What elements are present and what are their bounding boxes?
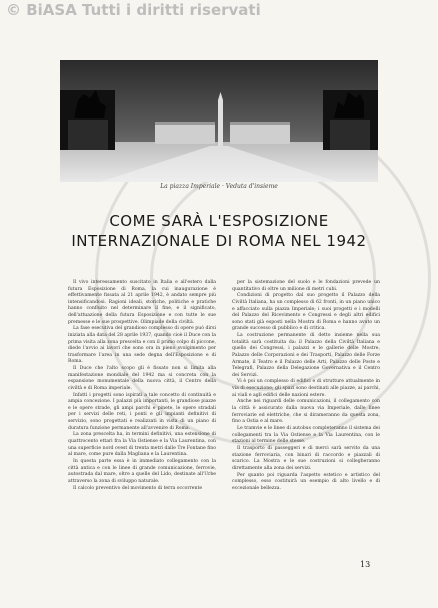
paragraph: Condizioni di progetto dal suo progetto il Palazzo della Civiltà Italiana, ha un complesso di 62 fronti, in un piano unico e affacciato sulla piazza Imperiale; i suoi progetti e i modelli del Palazzo del Ricevimento e Congressi e degli altri edifici sono stati già esposti nella Mostra di Roma e hanno avuto un grande successo di pubblico e di critica. bbox=[232, 293, 380, 332]
paragraph: Le tramvie e le linee di autobus completeranno il sistema dei collegamenti tra la Via Ostiense e la Via Laurentina, con le stazioni al termine delle stesse. bbox=[232, 426, 380, 445]
exhibition-photo bbox=[60, 60, 378, 182]
paragraph: Anche nei riguardi delle comunicazioni, il collegamento con la città è assicurato dalla nuova via Imperiale, dalle linee ferroviarie ed elettriche, che si dirameranno da questa zona, fino a Ostia e al mare. bbox=[232, 399, 380, 425]
piazza-imperiale-photo bbox=[60, 60, 378, 182]
article-title-line-1: COME SARÀ L'ESPOSIZIONE bbox=[109, 212, 329, 230]
paragraph: In questa parte essa è in immediato collegamento con la città antica e con le linee di grande comunicazione, ferrovie, autostrada dal mare, oltre a quelle del Lido, destinate all'Urbe attraverso la zona di sviluppo naturale. bbox=[68, 458, 216, 484]
article-column-right bbox=[232, 280, 380, 493]
paragraph: Vi è poi un complesso di edifici e di strutture attualmente in via di esecuzione; gli spazi sono destinati alle piazze, ai parchi, ai viali e agli edifici delle nazioni estere. bbox=[232, 379, 380, 398]
paragraph: Per quanto poi riguarda l'aspetto estetico e artistico del complesso, esso costituirà un esempio di alto livello e di eccezionale bellezza. bbox=[232, 472, 380, 491]
paragraph: Il trasporto di passeggeri e di merci sarà servito da una stazione ferroviaria, con binari di raccordo e piazzali di scarico. La Mostra e le sue costruzioni si collegheranno direttamente alla zona dei servizi. bbox=[232, 445, 380, 471]
copyright-watermark: © BiASA Tutti i diritti riservati bbox=[6, 1, 261, 19]
page-number: 13 bbox=[360, 560, 371, 569]
paragraph: Infatti i progetti sono ispirati a tale concetto di continuità e ampia concezione. I palazzi più importanti, le grandiose piazze e le opere strade, gli ampi parchi e pinete, le opere stradali per i servizi delle reti, i ponti e gli impianti definitivi di servizio, sono progettati e realizzati in vista di un piano di duratura funzione permanente all'avvenire di Roma. bbox=[68, 392, 216, 431]
paragraph: La fase esecutiva del grandioso complesso di opere può dirsi iniziata alla data del 28 aprile 1937, quando cioè il Duce con la prima visita alla zona prescelta e con il primo colpo di piccone, diede l'avvio ai lavori che sono ora in pieno svolgimento per trasformare l'area in una sede degna dell'Esposizione e di Roma. bbox=[68, 326, 216, 365]
paragraph: Il vivo interessamento suscitato in Italia e all'estero dalla futura Esposizione di Roma, la cui inaugurazione è effettivamente fissata al 21 aprile 1942, è andato sempre più intensificandosi. Ragioni ideali, storiche, politiche e pratiche hanno confluito nel determinare il fine, e il significato, dell'attuazione della futura Esposizione e con tutte le sue premesse e le sue prospettive. Olimpiade della civiltà. bbox=[68, 280, 216, 325]
paragraph: La zona prescelta ha, in termini definitivi, una estensione di quattrocento ettari fra la Via Ostiense e la Via Laurentina, con una superficie nord ovest di trenta metri dalle Tre Fontane fino al mare, come pure dalla Magliana e la Laurentina. bbox=[68, 432, 216, 458]
paragraph: Il calcolo preventivo del movimento di terra occorrente bbox=[73, 485, 203, 491]
photo-caption: La piazza Imperiale · Veduta d'insieme bbox=[160, 183, 278, 190]
article-title-line-2: INTERNAZIONALE DI ROMA NEL 1942 bbox=[71, 232, 367, 250]
paragraph: Il Duce che l'alto scopo gli è fissato non si limita alla manifestazione mondiale del 1942 ma si concreta con la espansione monumentale della nuova città, il Centro della civiltà e di Roma imperiale. bbox=[68, 366, 216, 391]
paragraph: per la sistemazione del suolo e le fondazioni prevede un quantitativo di oltre un milione di metri cubi. bbox=[232, 280, 380, 292]
paragraph: La costruzione permanente di detto insieme nella sua totalità sarà costituita da: il Palazzo della Civiltà Italiana e quello dei Congressi, i palazzi e le gallerie delle Mostre, Palazzo delle Corporazioni e dei Trasporti, Palazzo delle Forze Armate, il Teatro e il Palazzo delle Arti, Palazzo delle Poste e Telegrafi, Palazzo della Delegazione Governativa e il Centro dei Servizi. bbox=[232, 333, 380, 378]
article-column-left bbox=[68, 280, 216, 492]
